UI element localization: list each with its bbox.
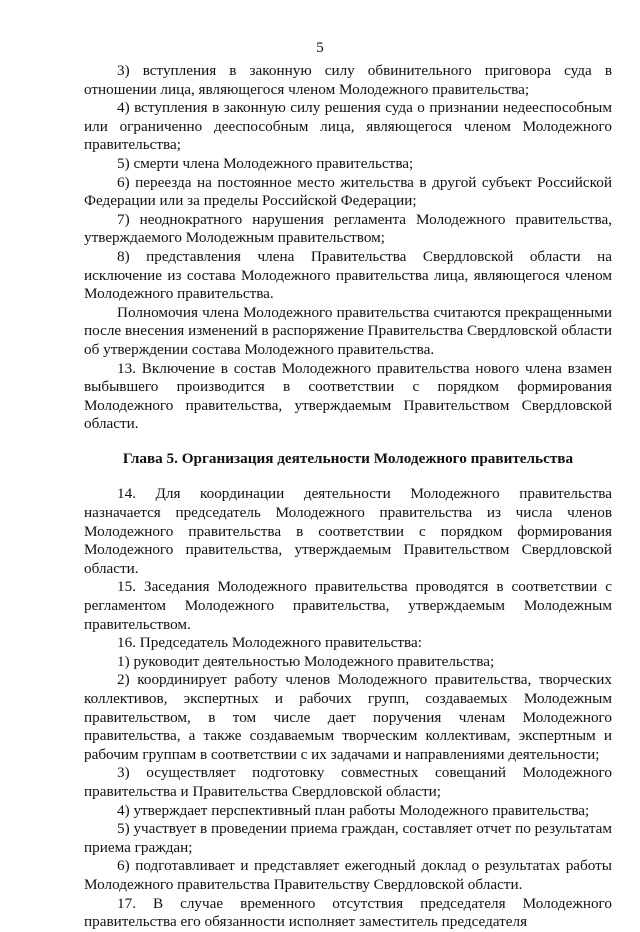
paragraph-16: 16. Председатель Молодежного правительства: — [117, 634, 422, 652]
paragraph-item-3: 3) вступления в законную силу обвинительного приговора суда в отношении лица, являющегося членом Молодежного правительства; — [84, 62, 612, 98]
paragraph-item-7: 7) неоднократного нарушения регламента Молодежного правительства, утверждаемого Молодежным правительством; — [84, 210, 612, 247]
paragraph-16-item-2: 2) координирует работу членов Молодежного правительства, творческих коллективов, экспертных и рабочих групп, создаваемых Молодежным правительством, в том числе дает поручения членам Молодежного правительства, а также создаваемым творческим коллективам, экспертным и рабочим группам в соответствии с их задачами и направлениями деятельности; — [84, 671, 612, 763]
paragraph-item-5: 5) смерти члена Молодежного правительства; — [117, 154, 414, 172]
paragraph-14: 14. Для координации деятельности Молодежного правительства назначается председатель Молодежного правительства из числа членов Молодежного правительства в соответствии с порядком формирования Молодежного правительства, утверждаемым Правительством Свердловской области. — [84, 485, 612, 577]
paragraph-item-6: 6) переезда на постоянное место жительства в другой субъект Российской Федерации или за пределы Российской Федерации; — [84, 173, 612, 210]
page-number: 5 — [316, 40, 324, 56]
paragraph-16-item-4: 4) утверждает перспективный план работы Молодежного правительства; — [117, 801, 590, 819]
paragraph-16-item-3: 3) осуществляет подготовку совместных совещаний Молодежного правительства и Правительства Свердловской области; — [84, 764, 612, 800]
chapter-heading: Глава 5. Организация деятельности Молодежного правительства — [122, 449, 574, 467]
paragraph-15: 15. Заседания Молодежного правительства проводятся в соответствии с регламентом Молодежного правительства, утверждаемым Молодежным правительством. — [84, 578, 612, 633]
paragraph-powers-terminated: Полномочия члена Молодежного правительства считаются прекращенными после внесения изменений в распоряжение Правительства Свердловской области об утверждении состава Молодежного правительства. — [84, 303, 612, 358]
document-body — [84, 62, 612, 932]
paragraph-16-item-1: 1) руководит деятельностью Молодежного правительства; — [117, 652, 495, 670]
paragraph-17: 17. В случае временного отсутствия председателя Молодежного правительства его обязанности исполняет заместитель председателя — [84, 894, 612, 931]
spacer — [84, 434, 612, 450]
paragraph-13: 13. Включение в состав Молодежного правительства нового члена взамен выбывшего производится в соответствии с порядком формирования Молодежного правительства, утверждаемым Правительством Свердловской области. — [84, 359, 612, 433]
spacer — [84, 468, 612, 485]
paragraph-item-8: 8) представления члена Правительства Свердловской области на исключение из состава Молодежного правительства лица, являющегося членом Молодежного правительства. — [84, 247, 612, 303]
paragraph-16-item-5: 5) участвует в проведении приема граждан, составляет отчет по результатам приема граждан; — [84, 820, 612, 856]
paragraph-16-item-6: 6) подготавливает и представляет ежегодный доклад о результатах работы Молодежного правительства Правительству Свердловской области. — [84, 857, 612, 893]
paragraph-item-4: 4) вступления в законную силу решения суда о признании недееспособным или ограниченно дееспособным лица, являющегося членом Молодежного правительства; — [84, 99, 612, 154]
